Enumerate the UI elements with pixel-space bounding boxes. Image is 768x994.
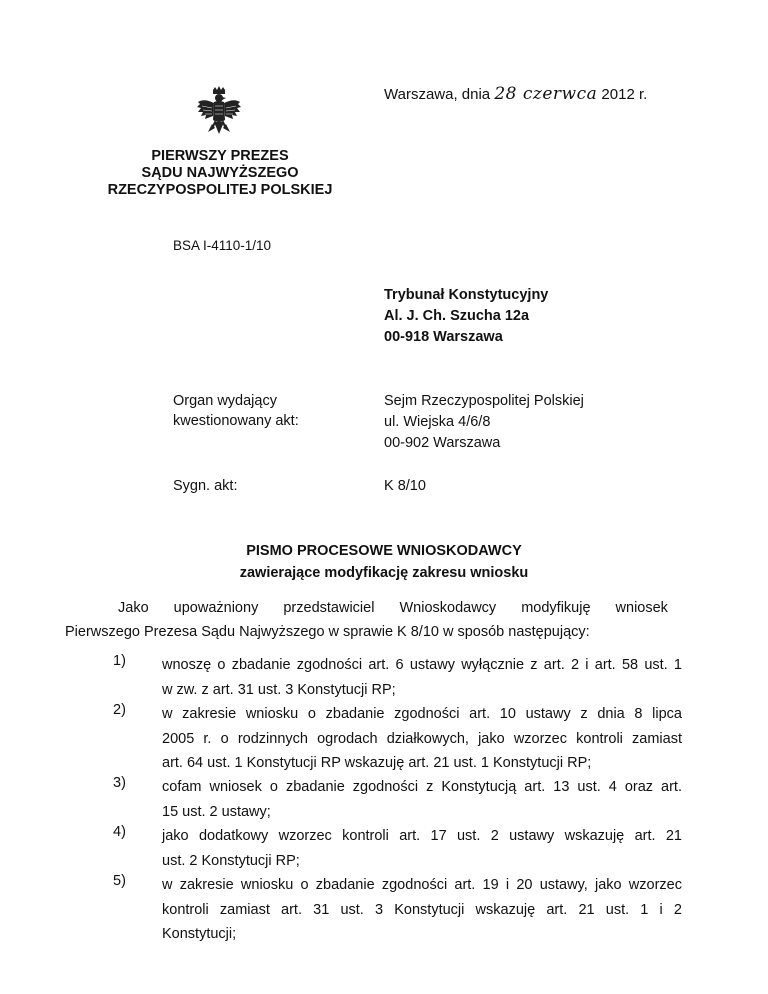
authority-value [384, 391, 584, 454]
intro-word: upoważniony [173, 600, 259, 616]
reference-number: BSA I-4110-1/10 [173, 238, 272, 253]
issuer-line: RZECZYPOSPOLITEJ POLSKIEJ [107, 182, 333, 198]
item-line: cofam wniosek o zbadanie zgodności z Konstytucją art. 13 ust. 4 oraz art. [162, 779, 682, 795]
addressee-line: Al. J. Ch. Szucha 12a [384, 308, 530, 324]
intro-line-1 [118, 600, 668, 616]
item-line: ust. 2 Konstytucji RP; [162, 852, 300, 869]
authority-label [173, 391, 299, 431]
item-line: art. 64 ust. 1 Konstytucji RP wskazuję art. 21 ust. 1 Konstytucji RP; [162, 755, 592, 771]
item-line: w zakresie wniosku o zbadanie zgodności art. 19 i 20 ustawy, jako wzorzec [162, 877, 682, 893]
authority-value-line: ul. Wiejska 4/6/8 [384, 414, 491, 430]
issuer-block [100, 148, 340, 199]
item-text [162, 775, 682, 824]
addressee-line: Trybunał Konstytucyjny [384, 287, 549, 303]
date-year: 2012 [601, 86, 635, 103]
item-line: w zakresie wniosku o zbadanie zgodności art. 10 ustawy z dnia 8 lipca [162, 706, 682, 722]
item-text [162, 824, 682, 873]
date-prefix: Warszawa, dnia [384, 86, 491, 103]
authority-value-line: Sejm Rzeczypospolitej Polskiej [384, 393, 584, 409]
addressee-block [384, 285, 548, 348]
case-label: Sygn. akt: [173, 478, 238, 494]
item-line: wnoszę o zbadanie zgodności art. 6 ustawy wyłącznie z art. 2 i art. 58 ust. 1 [162, 657, 682, 673]
addressee-line: 00-918 Warszawa [384, 329, 503, 345]
date-suffix: r. [638, 86, 648, 103]
item-text [162, 653, 682, 702]
intro-word: przedstawiciel [283, 600, 375, 616]
item-line: w zw. z art. 31 ust. 3 Konstytucji RP; [162, 681, 396, 698]
item-number: 1) [113, 653, 126, 669]
item-line: 2005 r. o rodzinnych ogrodach działkowych, jako wzorzec kontroli zamiast [162, 730, 682, 747]
item-text [162, 702, 682, 776]
item-line: jako dodatkowy wzorzec kontroli art. 17 ust. 2 ustawy wskazuję art. 21 [162, 828, 682, 844]
item-number: 4) [113, 824, 126, 840]
item-line: Konstytucji; [162, 926, 237, 942]
item-number: 2) [113, 702, 126, 718]
issuer-line: SĄDU NAJWYŻSZEGO [141, 165, 299, 181]
item-text [162, 873, 682, 947]
item-number: 3) [113, 775, 126, 791]
authority-value-line: 00-902 Warszawa [384, 435, 501, 451]
case-value: K 8/10 [384, 478, 426, 494]
document-subtitle: zawierające modyfikację zakresu wniosku [239, 565, 529, 581]
item-line: 15 ust. 2 ustawy; [162, 803, 271, 820]
authority-label-line: kwestionowany akt: [173, 413, 299, 429]
issuer-line: PIERWSZY PREZES [151, 148, 289, 164]
date-line [384, 84, 647, 104]
intro-word: modyfikuję [521, 600, 591, 616]
intro-line-2: Pierwszego Prezesa Sądu Najwyższego w sprawie K 8/10 w sposób następujący: [65, 624, 590, 640]
intro-word: Wnioskodawcy [399, 600, 497, 616]
document-title: PISMO PROCESOWE WNIOSKODAWCY [246, 543, 522, 559]
handwritten-date: 28 czerwca [494, 84, 598, 104]
item-number: 5) [113, 873, 126, 889]
item-line: kontroli zamiast art. 31 ust. 3 Konstytucji wskazuję art. 21 ust. 1 i 2 [162, 901, 682, 918]
eagle-emblem-icon [196, 86, 242, 138]
authority-label-line: Organ wydający [173, 393, 277, 409]
intro-word: wniosek [615, 600, 668, 616]
intro-word: Jako [118, 600, 149, 616]
